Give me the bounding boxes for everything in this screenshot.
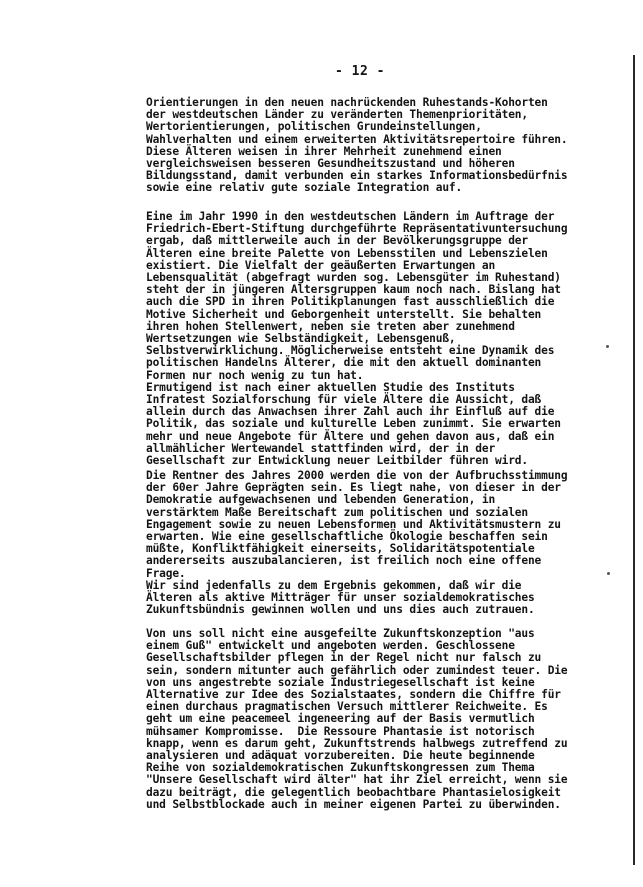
text-line: mühsamer Kompromisse. Die Ressoure Phantasie ist notorisch — [146, 724, 535, 738]
text-line: der westdeutschen Länder zu veränderten Themenprioritäten, — [146, 108, 528, 122]
text-line: Wertsetzungen wie Selbständigkeit, Lebensgenuß, — [146, 332, 456, 346]
text-line: Bildungsstand, damit verbunden ein starkes Informationsbedürfnis — [146, 169, 568, 183]
text-line: steht der in jüngeren Altersgruppen kaum noch nach. Bislang hat — [146, 283, 561, 297]
text-line: Die Rentner des Jahres 2000 werden die von der Aufbruchsstimmung — [146, 469, 568, 482]
text-line: politischen Handelns Älterer, die mit den aktuell dominanten — [146, 356, 542, 370]
paragraph-2 — [146, 211, 626, 467]
text-line: Politik, das soziale und kulturelle Leben zunimmt. Sie erwarten — [146, 417, 561, 431]
text-line: Ermutigend ist nach einer aktuellen Studie des Instituts — [146, 380, 515, 394]
text-line: Alternative zur Idee des Sozialstaates, sondern die Chiffre für — [146, 688, 561, 702]
text-line: geht um eine peacemeel ingeneering auf der Basis vermutlich — [146, 712, 535, 726]
scan-edge — [633, 55, 643, 865]
text-line: knapp, wenn es darum geht, Zukunftstrends halbwegs zutreffend zu — [146, 736, 568, 750]
paragraph-1 — [146, 97, 626, 195]
text-line: Reihe von sozialdemokratischen Zukunftskongressen zum Thema — [146, 761, 535, 775]
text-line: erwarten. Wie eine gesellschaftliche Ökologie beschaffen sein — [146, 530, 548, 544]
text-line: Wahlverhalten und einem erweiterten Aktivitätsrepertoire führen. — [146, 132, 568, 146]
text-line: Älteren eine breite Palette von Lebensstilen und Lebenszielen — [146, 246, 548, 260]
text-line: Gesellschaftsbilder pflegen in der Regel nicht nur falsch zu — [146, 651, 542, 665]
text-line: analysieren und adäquat vorzubereiten. Die heute beginnende — [146, 749, 535, 763]
text-line: Engagement sowie zu neuen Lebensformen und Aktivitätsmustern zu — [146, 517, 561, 531]
scan-mark — [607, 572, 610, 575]
text-line: Wertorientierungen, politischen Grundeinstellungen, — [146, 120, 482, 134]
text-line: Infratest Sozialforschung für viele Ältere die Aussicht, daß — [146, 393, 542, 407]
text-line: und Selbstblockade auch in meiner eigenen Partei zu überwinden. — [146, 797, 561, 811]
text-line: sowie eine relativ gute soziale Integration auf. — [146, 181, 463, 195]
text-line: dazu beiträgt, die gelegentlich beobachtbare Phantasielosigkeit — [146, 785, 561, 799]
text-line: Älteren als aktive Mitträger für unser sozialdemokratisches — [146, 591, 535, 605]
text-line: Friedrich-Ebert-Stiftung durchgeführte Repräsentativuntersuchung — [146, 222, 568, 236]
text-line: andererseits auszubalancieren, ist freilich noch eine offene — [146, 554, 542, 568]
text-line: müßte, Konfliktfähigkeit einerseits, Solidaritätspotentiale — [146, 542, 535, 556]
text-line: Eine im Jahr 1990 in den westdeutschen Ländern im Auftrage der — [146, 210, 555, 223]
text-line: einen durchaus pragmatischen Versuch mittlerer Reichweite. Es — [146, 700, 548, 714]
text-line: Orientierungen in den neuen nachrückenden Ruhestands-Kohorten — [146, 96, 548, 109]
page-number: - 12 - — [335, 64, 385, 79]
paragraph-4 — [146, 628, 626, 811]
text-line: der 60er Jahre Geprägten sein. Es liegt nahe, von dieser in der — [146, 481, 561, 495]
text-line: allein durch das Anwachsen ihrer Zahl auch ihr Einfluß auf die — [146, 405, 555, 419]
text-line: Lebensqualität (abgefragt wurden sog. Lebensgüter im Ruhestand) — [146, 271, 561, 285]
text-line: sein, sondern mitunter auch gefährlich oder zumindest teuer. Die — [146, 663, 568, 677]
text-line: Zukunftsbündnis gewinnen wollen und uns dies auch zutrauen. — [146, 603, 535, 617]
text-line: vergleichsweisen besseren Gesundheitszustand und höheren — [146, 157, 515, 171]
text-line: von uns angestrebte soziale Industriegesellschaft ist keine — [146, 675, 535, 689]
text-line: allmählicher Wertewandel stattfinden wird, der in der — [146, 441, 496, 455]
text-line: existiert. Die Vielfalt der geäußerten Erwartungen an — [146, 258, 496, 272]
text-line: Frage. — [146, 566, 186, 580]
text-line: Formen nur noch wenig zu tun hat. — [146, 368, 364, 382]
text-line: Von uns soll nicht eine ausgefeilte Zukunftskonzeption "aus — [146, 627, 535, 640]
text-line: Wir sind jedenfalls zu dem Ergebnis gekommen, daß wir die — [146, 578, 522, 592]
text-line: "Unsere Gesellschaft wird älter" hat ihr Ziel erreicht, wenn sie — [146, 773, 568, 787]
text-line: ergab, daß mittlerweile auch in der Bevölkerungsgruppe der — [146, 234, 528, 248]
text-line: einem Guß" entwickelt und angeboten werden. Geschlossene — [146, 639, 515, 653]
text-line: Diese Älteren weisen in ihrer Mehrheit zunehmend einen — [146, 144, 502, 158]
text-line: mehr und neue Angebote für Ältere und gehen davon aus, daß ein — [146, 429, 555, 443]
text-line: verstärktem Maße Bereitschaft zum politischen und sozialen — [146, 505, 528, 519]
paragraph-3 — [146, 470, 626, 616]
text-line: Demokratie aufgewachsenen und lebenden Generation, in — [146, 493, 496, 507]
text-line: Gesellschaft zur Entwicklung neuer Leitbilder führen wird. — [146, 454, 528, 468]
text-line: Selbstverwirklichung. Möglicherweise entsteht eine Dynamik des — [146, 344, 555, 358]
scan-mark — [606, 345, 609, 348]
text-line: ihren hohen Stellenwert, neben sie treten aber zunehmend — [146, 319, 515, 333]
text-line: auch die SPD in ihren Politikplanungen fast ausschließlich die — [146, 295, 555, 309]
text-line: Motive Sicherheit und Geborgenheit unterstellt. Sie behalten — [146, 307, 542, 321]
